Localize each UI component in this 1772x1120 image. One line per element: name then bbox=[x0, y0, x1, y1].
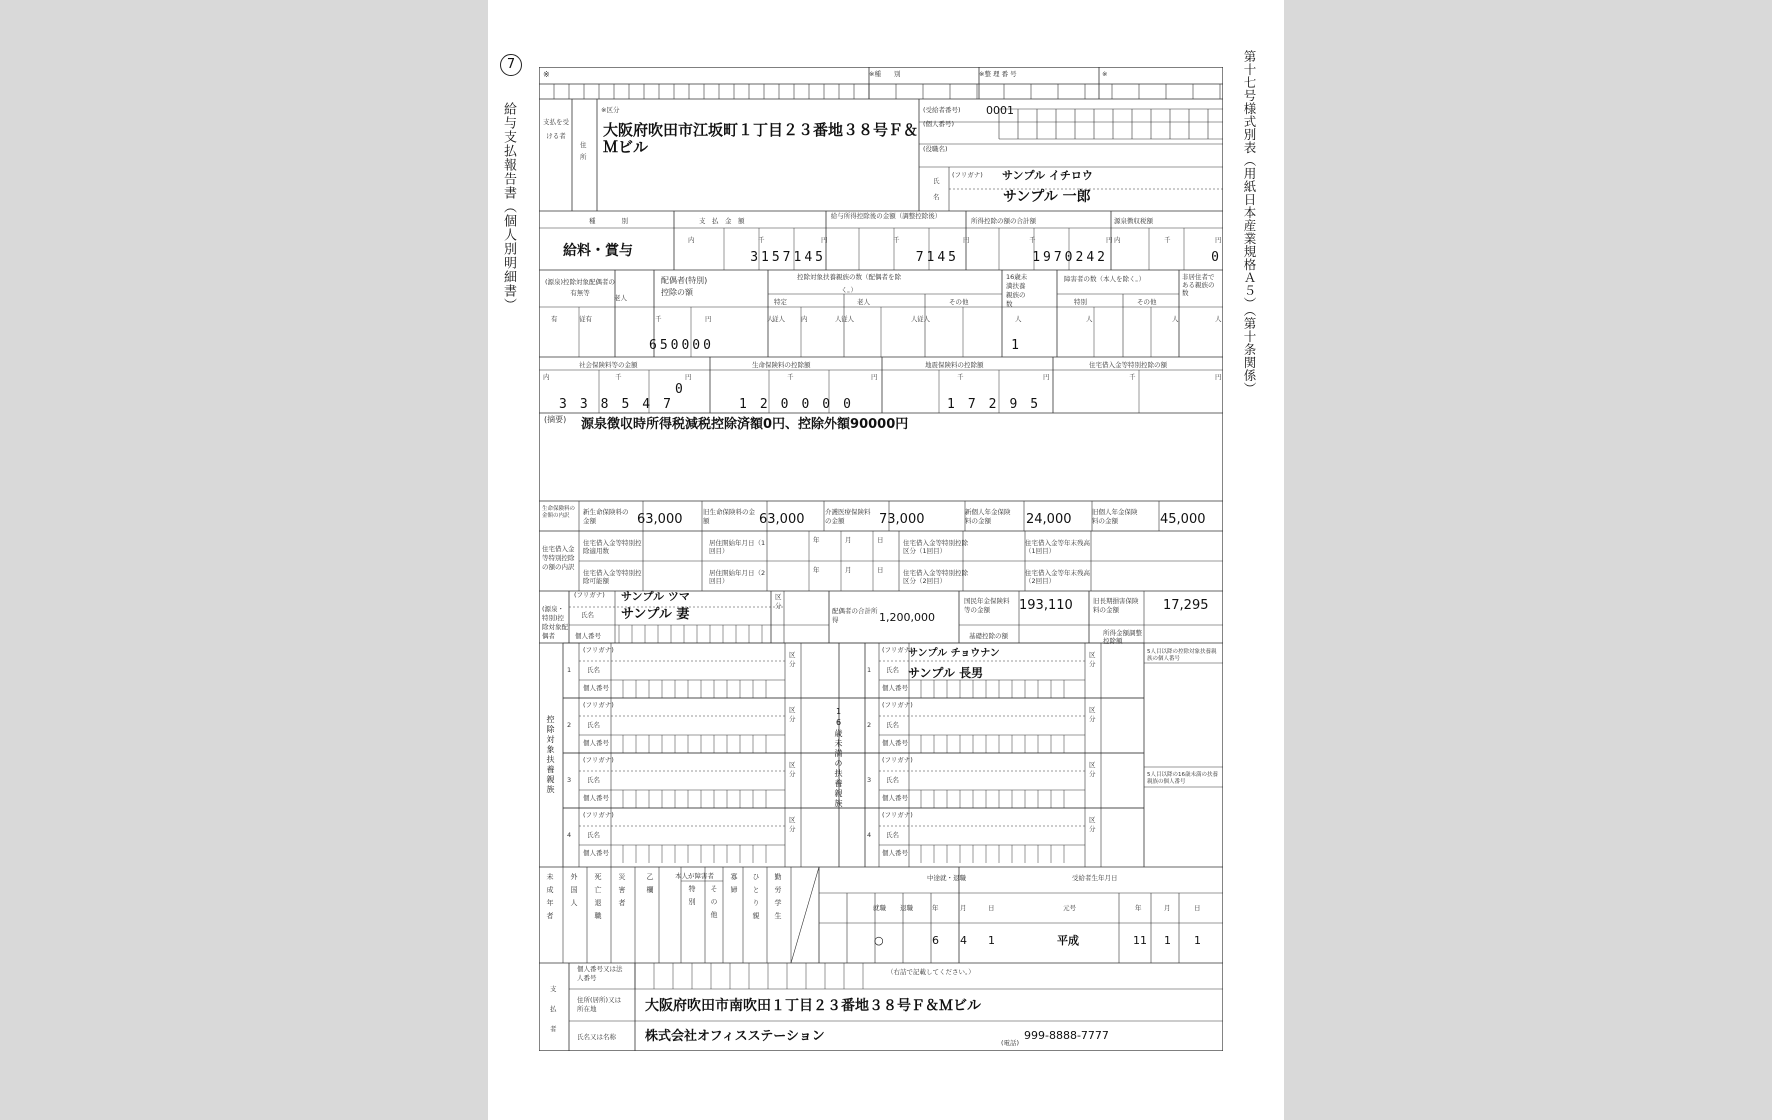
tax-amount: 0 bbox=[1211, 250, 1219, 265]
birth-era: 平成 bbox=[1057, 934, 1079, 947]
spouse-kubun-label: 区分 bbox=[775, 593, 782, 610]
payer-tel-label: (電話) bbox=[1001, 1039, 1020, 1047]
bal1-label: 住宅借入金等年末残高（1回目） bbox=[1025, 539, 1090, 555]
birth-year: 11 bbox=[1133, 934, 1147, 947]
kokumin-label: 国民年金保険料等の金額 bbox=[964, 597, 1010, 614]
start1-label: 居住開始年月日（1回目） bbox=[709, 539, 766, 555]
under16-furigana-label: (フリガナ) bbox=[882, 701, 913, 709]
gengo-label: 元号 bbox=[1063, 904, 1076, 912]
status-column-label: 勤労学生 bbox=[774, 873, 782, 925]
new-life-label: 新生命保険料の金額 bbox=[583, 508, 629, 525]
life-detail-group: 生命保険料の金額の内訳 bbox=[542, 506, 576, 519]
deduct-en: 円 bbox=[1106, 236, 1113, 244]
yakushoku-label: (役職名) bbox=[923, 145, 948, 153]
birth-hi: 日 bbox=[1194, 904, 1201, 912]
under16-index: 3 bbox=[867, 776, 872, 784]
birth-month: 1 bbox=[1164, 934, 1171, 947]
social-sen: 千 bbox=[615, 373, 622, 381]
payer-name: 株式会社オフィスステーション bbox=[645, 1029, 825, 1044]
withholding-form bbox=[539, 67, 1223, 1051]
under16-index: 2 bbox=[867, 721, 872, 729]
payer-tel: 999-8888-7777 bbox=[1024, 1029, 1109, 1042]
spouse-income: 1,200,000 bbox=[879, 611, 935, 624]
chuto-year: 6 bbox=[932, 934, 939, 947]
status-column-label: 特別 bbox=[688, 885, 696, 911]
kubun1-label: 住宅借入金等特別控除区分（1回目） bbox=[903, 539, 968, 555]
start2-tsuki: 月 bbox=[845, 566, 852, 574]
sonota-header: その他 bbox=[1137, 298, 1157, 306]
jukyu-number-label: (受給者番号) bbox=[923, 106, 961, 114]
spouse-kojin-label: 個人番号 bbox=[575, 632, 601, 640]
after-amount: 7145 bbox=[915, 250, 959, 265]
other-jukyo: 従人 bbox=[917, 315, 930, 323]
recipient-ku-label: ※区分 bbox=[601, 106, 620, 114]
dependent-index: 4 bbox=[567, 831, 572, 839]
dependent-furigana-label: (フリガナ) bbox=[583, 701, 614, 709]
amounts-type-header: 種 別 bbox=[589, 217, 628, 225]
under16-kojin-label: 個人番号 bbox=[882, 739, 908, 747]
dependent-kojin-label: 個人番号 bbox=[583, 849, 609, 857]
social-uchi: 0 bbox=[675, 382, 683, 397]
payer-number-note: （右詰で記載してください。） bbox=[887, 968, 975, 976]
deps16-group-label: 16歳未満の扶養親族 bbox=[834, 707, 843, 809]
old-pension-label: 旧個人年金保険料の金額 bbox=[1092, 508, 1138, 525]
tokubetsu-header: 特別 bbox=[1074, 298, 1087, 306]
recipient-furigana: サンプル イチロウ bbox=[1002, 169, 1093, 182]
birth-day: 1 bbox=[1194, 934, 1201, 947]
under16-name-label: 氏名 bbox=[886, 721, 899, 729]
amounts-pay-header: 支 払 金 額 bbox=[699, 217, 745, 225]
payer-number-label: 個人番号又は法人番号 bbox=[577, 965, 623, 982]
recipient-address: 大阪府吹田市江坂町１丁目２３番地３８号Ｆ＆Ｍビル bbox=[603, 121, 919, 156]
tax-uchi: 内 bbox=[1114, 236, 1121, 244]
loan-detail-group: 住宅借入金等特別控除の額の内訳 bbox=[542, 545, 575, 571]
possible-label: 住宅借入金等特別控除可能額 bbox=[583, 569, 642, 585]
under16-kubun-label: 区分 bbox=[1089, 651, 1096, 668]
hikyo-nin: 人 bbox=[1215, 315, 1222, 323]
shushoku-mark: ○ bbox=[874, 934, 884, 947]
under16-nin: 人 bbox=[1015, 315, 1022, 323]
status-column-label: 寡婦 bbox=[730, 873, 738, 899]
under16-furigana-label: (フリガナ) bbox=[882, 646, 913, 654]
honnin-shogai-label: 本人が障害者 bbox=[675, 872, 714, 880]
dependent-kojin-label: 個人番号 bbox=[583, 684, 609, 692]
spouse-name: サンプル 妻 bbox=[621, 607, 690, 622]
social-uchi-unit: 内 bbox=[543, 373, 550, 381]
recipient-kojin-label: (個人番号) bbox=[923, 120, 955, 128]
dependent-index: 3 bbox=[567, 776, 572, 784]
status-column-label: 未成年者 bbox=[546, 873, 554, 925]
birth-tsuki: 月 bbox=[1164, 904, 1171, 912]
note-fifth-dependent: 5人目以降の控除対象扶養親族の個人番号 bbox=[1147, 649, 1217, 662]
shogai-header: 障害者の数（本人を除く。） bbox=[1064, 275, 1146, 283]
remarks-text: 源泉徴収時所得税減税控除済額0円、控除外額90000円 bbox=[581, 417, 909, 432]
quake-en: 円 bbox=[1043, 373, 1050, 381]
birth-label: 受給者生年月日 bbox=[1072, 874, 1118, 882]
new-life-amount: 63,000 bbox=[637, 512, 683, 527]
under16-kojin-label: 個人番号 bbox=[882, 684, 908, 692]
start2-nen: 年 bbox=[813, 566, 820, 574]
old-life-label: 旧生命保険料の金額 bbox=[703, 508, 755, 525]
dependent-name-label: 氏名 bbox=[587, 776, 600, 784]
recipient-group-label: 支払を受ける者 bbox=[543, 118, 569, 140]
income-type: 給料・賞与 bbox=[563, 243, 633, 259]
dependent-kubun-label: 区分 bbox=[789, 816, 796, 833]
grid-line bbox=[791, 867, 819, 963]
start1-hi: 日 bbox=[877, 536, 884, 544]
spouse-amt-sen: 千 bbox=[655, 315, 662, 323]
taishoku-label: 退職 bbox=[900, 904, 913, 912]
spouse-deduction-amount: 650000 bbox=[649, 338, 714, 353]
social-header: 社会保険料等の金額 bbox=[579, 361, 638, 369]
rojin-header: 老人 bbox=[614, 294, 627, 302]
pay-en: 円 bbox=[821, 236, 828, 244]
loan-count-label: 住宅借入金等特別控除適用数 bbox=[583, 539, 642, 555]
spouse-amt-en: 円 bbox=[705, 315, 712, 323]
amounts-tax-header: 源泉徴収税額 bbox=[1114, 217, 1153, 225]
status-column-label: 乙欄 bbox=[646, 873, 654, 899]
old-life-amount: 63,000 bbox=[759, 512, 805, 527]
kiso-label: 基礎控除の額 bbox=[969, 632, 1008, 640]
under16-name-label: 氏名 bbox=[886, 831, 899, 839]
quake-deduction-amount: 17295 bbox=[947, 397, 1052, 412]
loan-en: 円 bbox=[1215, 373, 1222, 381]
after-sen: 千 bbox=[893, 236, 900, 244]
under16-name-label: 氏名 bbox=[886, 666, 899, 674]
tokutei-header: 特定 bbox=[774, 298, 787, 306]
jugai-label: 従有 bbox=[579, 315, 592, 323]
bal2-label: 住宅借入金等年末残高（2回目） bbox=[1025, 569, 1090, 585]
quake-old-amount: 17,295 bbox=[1163, 598, 1209, 613]
dependent-furigana-label: (フリガナ) bbox=[583, 756, 614, 764]
pay-amount: 3157145 bbox=[750, 250, 826, 265]
dependent-name-label: 氏名 bbox=[587, 721, 600, 729]
status-column-label: ひとり親 bbox=[752, 873, 760, 925]
under16-kubun-label: 区分 bbox=[1089, 761, 1096, 778]
other-nin: 人 bbox=[911, 315, 918, 323]
spouse-name-label: 氏名 bbox=[581, 611, 594, 619]
deduct-sen: 千 bbox=[1029, 236, 1036, 244]
spouse-furigana-label: (フリガナ) bbox=[574, 591, 605, 599]
under16-name-label: 氏名 bbox=[886, 776, 899, 784]
status-column-label: 外国人 bbox=[570, 873, 578, 912]
document-title-right: 第十七号様式別表（用紙日本産業規格Ａ５）（第十条関係） bbox=[1242, 50, 1257, 395]
remarks-label: (摘要) bbox=[544, 415, 567, 424]
start2-label: 居住開始年月日（2回目） bbox=[709, 569, 766, 585]
under16-count: 1 bbox=[1011, 338, 1019, 353]
payer-name-label: 氏名又は名称 bbox=[577, 1033, 616, 1041]
under16-kojin-label: 個人番号 bbox=[882, 794, 908, 802]
start1-tsuki: 月 bbox=[845, 536, 852, 544]
social-amount: 338547 bbox=[559, 397, 684, 412]
dependent-name-label: 氏名 bbox=[587, 831, 600, 839]
rojin2-header: 老人 bbox=[857, 298, 870, 306]
life-en: 円 bbox=[871, 373, 878, 381]
care-amount: 73,000 bbox=[879, 512, 925, 527]
tax-en: 円 bbox=[1215, 236, 1222, 244]
pay-uchi: 内 bbox=[688, 236, 695, 244]
status-column-label: 死亡退職 bbox=[594, 873, 602, 925]
jukyu-number: 0001 bbox=[986, 104, 1014, 117]
quake-old-label: 旧長期損害保険料の金額 bbox=[1093, 597, 1139, 614]
payer-address: 大阪府吹田市南吹田１丁目２３番地３８号Ｆ＆Ｍビル bbox=[645, 998, 981, 1014]
payer-group-label: 支払者 bbox=[550, 985, 557, 1033]
chuto-hi: 日 bbox=[988, 904, 995, 912]
shushoku-label: 就職 bbox=[873, 904, 886, 912]
amounts-deduct-header: 所得控除の額の合計額 bbox=[971, 217, 1036, 225]
under16-kubun-label: 区分 bbox=[1089, 816, 1096, 833]
spouse-furigana: サンプル ツマ bbox=[621, 590, 690, 603]
recipient-name: サンプル 一郎 bbox=[1003, 189, 1091, 205]
deduct-amount: 1970242 bbox=[1032, 250, 1108, 265]
spouse-exists-header: (源泉)控除対象配偶者の有無等 bbox=[544, 278, 616, 297]
under16-kubun-label: 区分 bbox=[1089, 706, 1096, 723]
status-column-label: その他 bbox=[710, 885, 718, 924]
under16-kojin-label: 個人番号 bbox=[882, 849, 908, 857]
dependent-furigana-label: (フリガナ) bbox=[583, 811, 614, 819]
quake-header: 地震保険料の控除額 bbox=[925, 361, 984, 369]
form-paper bbox=[488, 0, 1284, 1120]
tax-sen: 千 bbox=[1164, 236, 1171, 244]
recipient-furigana-label: (フリガナ) bbox=[952, 171, 983, 179]
start2-hi: 日 bbox=[877, 566, 884, 574]
pay-sen: 千 bbox=[758, 236, 765, 244]
loan-header: 住宅借入金等特別控除の額 bbox=[1089, 361, 1167, 369]
dependent-furigana-label: (フリガナ) bbox=[583, 646, 614, 654]
dependent-kojin-label: 個人番号 bbox=[583, 794, 609, 802]
child1-furigana: サンプル チョウナン bbox=[908, 648, 1000, 659]
life-header: 生命保険料の控除額 bbox=[752, 361, 811, 369]
under16-furigana-label: (フリガナ) bbox=[882, 811, 913, 819]
after-en: 円 bbox=[963, 236, 970, 244]
dependent-kubun-label: 区分 bbox=[789, 651, 796, 668]
chuto-month: 4 bbox=[960, 934, 967, 947]
sonota-nin: 人 bbox=[1172, 315, 1179, 323]
new-pension-amount: 24,000 bbox=[1026, 512, 1072, 527]
dependent-index: 1 bbox=[567, 666, 572, 674]
start1-nen: 年 bbox=[813, 536, 820, 544]
life-deduction-amount: 120000 bbox=[739, 397, 864, 412]
recipient-address-label: 住所 bbox=[580, 141, 587, 161]
document-title-left: 給与支払報告書（個人別明細書） bbox=[501, 102, 516, 312]
child1-name: サンプル 長男 bbox=[908, 666, 984, 680]
kokumin-amount: 193,110 bbox=[1019, 598, 1073, 613]
status-column-label: 災害者 bbox=[618, 873, 626, 912]
chuto-label: 中途就・退職 bbox=[927, 874, 966, 882]
deps-group-label: 控除対象扶養親族 bbox=[546, 715, 555, 795]
kubun2-label: 住宅借入金等特別控除区分（2回目） bbox=[903, 569, 968, 585]
tokutei-jukyo: 従人 bbox=[772, 315, 785, 323]
tokubetsu-nin: 人 bbox=[1086, 315, 1093, 323]
header-seiri-label: ※整 理 番 号 bbox=[979, 70, 1017, 78]
ari-label: 有 bbox=[551, 315, 558, 323]
rojin-nin: 人 bbox=[835, 315, 842, 323]
life-sen: 千 bbox=[787, 373, 794, 381]
note-fifth-under16: 5人目以降の16歳未満の扶養親族の個人番号 bbox=[1147, 772, 1218, 785]
under16-index: 4 bbox=[867, 831, 872, 839]
spouse-income-label: 配偶者の合計所得 bbox=[832, 607, 878, 624]
under16-header: 16歳未満扶養親族の数 bbox=[1006, 273, 1028, 308]
dependent-name-label: 氏名 bbox=[587, 666, 600, 674]
new-pension-label: 新個人年金保険料の金額 bbox=[965, 508, 1011, 525]
social-en: 円 bbox=[685, 373, 692, 381]
dependent-kubun-label: 区分 bbox=[789, 706, 796, 723]
header-type-label: ※種 別 bbox=[869, 70, 901, 78]
amounts-after-header: 給与所得控除後の金額（調整控除後） bbox=[830, 212, 942, 220]
care-label: 介護医療保険料の金額 bbox=[825, 508, 871, 525]
hikyo-header: 非居住者である親族の数 bbox=[1182, 273, 1215, 297]
chosei-label: 所得金額調整控除額 bbox=[1103, 629, 1142, 645]
under16-furigana-label: (フリガナ) bbox=[882, 756, 913, 764]
birth-nen: 年 bbox=[1135, 904, 1142, 912]
dependent-index: 2 bbox=[567, 721, 572, 729]
old-pension-amount: 45,000 bbox=[1160, 512, 1206, 527]
spouse-group-label: (源泉・特別)控除対象配偶者 bbox=[542, 605, 568, 640]
form-number-badge: 7 bbox=[500, 54, 522, 76]
header-mark: ※ bbox=[543, 70, 550, 79]
dependent-kubun-label: 区分 bbox=[789, 761, 796, 778]
under16-index: 1 bbox=[867, 666, 872, 674]
rojin-jukyo: 従人 bbox=[841, 315, 854, 323]
chuto-day: 1 bbox=[988, 934, 995, 947]
chuto-nen: 年 bbox=[932, 904, 939, 912]
chuto-tsuki: 月 bbox=[960, 904, 967, 912]
other-header: その他 bbox=[949, 298, 969, 306]
rojin-uchi: 内 bbox=[801, 315, 808, 323]
quake-sen: 千 bbox=[957, 373, 964, 381]
dependents-count-header: 控除対象扶養親族の数（配偶者を除く。） bbox=[797, 273, 901, 294]
payer-address-label: 住所(居所)又は所在地 bbox=[577, 996, 622, 1013]
header-mark-2: ※ bbox=[1102, 70, 1108, 78]
spouse-amount-header: 配偶者(特別)控除の額 bbox=[661, 276, 708, 297]
loan-sen: 千 bbox=[1129, 373, 1136, 381]
dependent-kojin-label: 個人番号 bbox=[583, 739, 609, 747]
tokutei-nin: 人 bbox=[767, 315, 774, 323]
recipient-name-label: 氏名 bbox=[933, 177, 940, 201]
